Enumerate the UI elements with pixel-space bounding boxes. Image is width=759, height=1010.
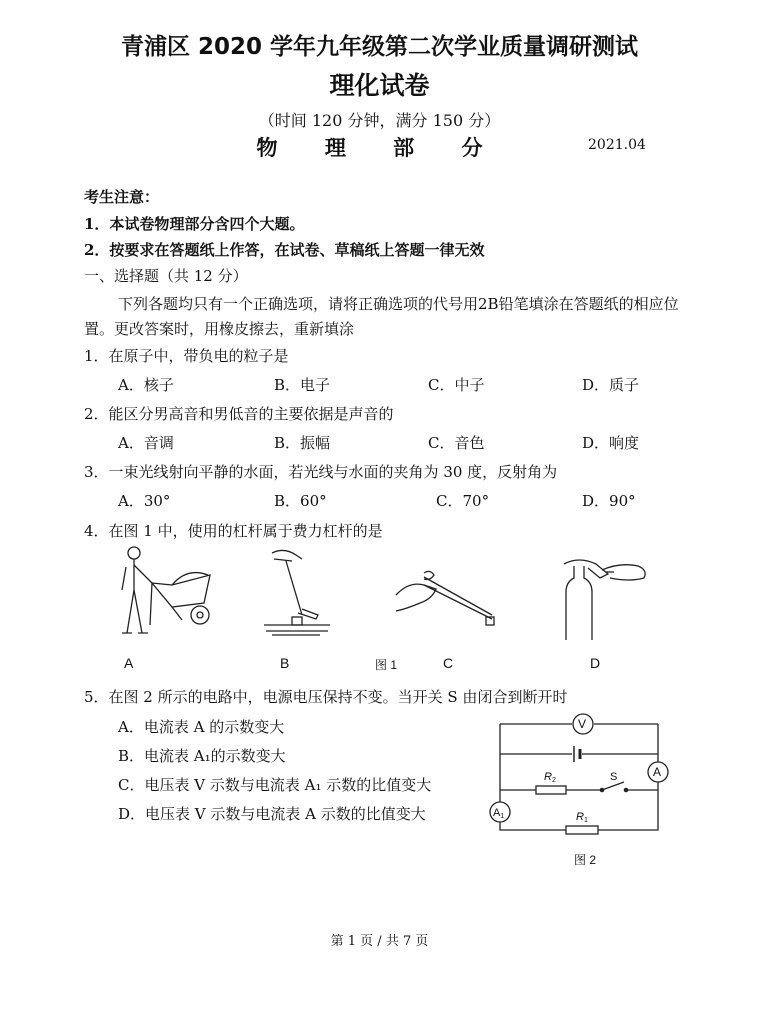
- figure1-label-a: A: [124, 655, 134, 671]
- question-1-option-d: D．质子: [582, 376, 640, 394]
- meter-a1-label: A1: [493, 807, 505, 820]
- question-5-option-b: B．电流表 A₁的示数变大: [118, 747, 286, 765]
- figure1-label-c: C: [443, 655, 454, 671]
- question-2-stem: 2．能区分男高音和男低音的主要依据是声音的: [84, 405, 394, 423]
- notice-item-2: 2．按要求在答题纸上作答，在试卷、草稿纸上答题一律无效: [84, 241, 485, 259]
- figure2-caption: 图 2: [574, 853, 597, 867]
- question-1-option-c: C．中子: [428, 376, 485, 394]
- question-5-stem: 5．在图 2 所示的电路中，电源电压保持不变。当开关 S 由闭合到断开时: [84, 688, 568, 706]
- notice-item-1: 1．本试卷物理部分含四个大题。: [84, 215, 305, 233]
- part1-instruction-line2: 置。更改答案时，用橡皮擦去，重新填涂: [84, 320, 355, 338]
- question-1-option-b: B．电子: [274, 376, 331, 394]
- section-title: 物 理 部 分: [256, 136, 503, 160]
- figure1-label-b: B: [280, 655, 290, 671]
- question-3-option-b: B．60°: [274, 492, 327, 510]
- part1-instruction-line1: 下列各题均只有一个正确选项，请将正确选项的代号用2B铅笔填涂在答题纸的相应位: [118, 295, 679, 313]
- meter-a-label: A: [653, 765, 662, 779]
- figure1-illustration-c-tweezers: [394, 555, 504, 635]
- page-footer: 第 1 页 / 共 7 页: [330, 934, 429, 949]
- question-1-option-a: A．核子: [118, 376, 174, 394]
- figure1-label-d: D: [590, 655, 601, 671]
- resistor-r2-label: R2: [544, 771, 556, 784]
- question-2-option-b: B．振幅: [274, 434, 331, 452]
- figure1-illustration-d-bottle-opener: [552, 552, 652, 642]
- question-2-option-c: C．音色: [428, 434, 485, 452]
- exam-date: 2021.04: [588, 137, 646, 153]
- question-2-option-d: D．响度: [582, 434, 640, 452]
- question-1-stem: 1．在原子中，带负电的粒子是: [84, 347, 289, 365]
- question-3-option-d: D．90°: [582, 492, 636, 510]
- part1-heading: 一、选择题（共 12 分）: [84, 267, 248, 285]
- question-4-stem: 4．在图 1 中，使用的杠杆属于费力杠杆的是: [84, 522, 383, 540]
- exam-subtitle: 理化试卷: [329, 71, 430, 100]
- notice-heading: 考生注意：: [84, 188, 160, 206]
- question-5-option-a: A．电流表 A 的示数变大: [118, 718, 285, 736]
- figure1-illustration-a-wheelbarrow: [112, 545, 222, 640]
- question-3-option-a: A．30°: [118, 492, 171, 510]
- question-3-option-c: C．70°: [436, 492, 490, 510]
- question-5-option-d: D．电压表 V 示数与电流表 A 示数的比值变大: [118, 805, 426, 823]
- question-3-stem: 3．一束光线射向平静的水面，若光线与水面的夹角为 30 度，反射角为: [84, 463, 558, 481]
- figure1-illustration-b-crowbar: [262, 545, 332, 637]
- meter-v-label: V: [578, 717, 587, 731]
- exam-title: 青浦区 2020 学年九年级第二次学业质量调研测试: [120, 34, 639, 60]
- time-note: （时间 120 分钟，满分 150 分）: [258, 111, 501, 130]
- figure1-caption: 图 1: [375, 658, 398, 672]
- figure2-circuit-diagram: [490, 712, 670, 837]
- switch-s-label: S: [610, 771, 618, 783]
- question-2-option-a: A．音调: [118, 434, 174, 452]
- resistor-r1-label: R1: [576, 811, 588, 824]
- question-5-option-c: C．电压表 V 示数与电流表 A₁ 示数的比值变大: [118, 776, 432, 794]
